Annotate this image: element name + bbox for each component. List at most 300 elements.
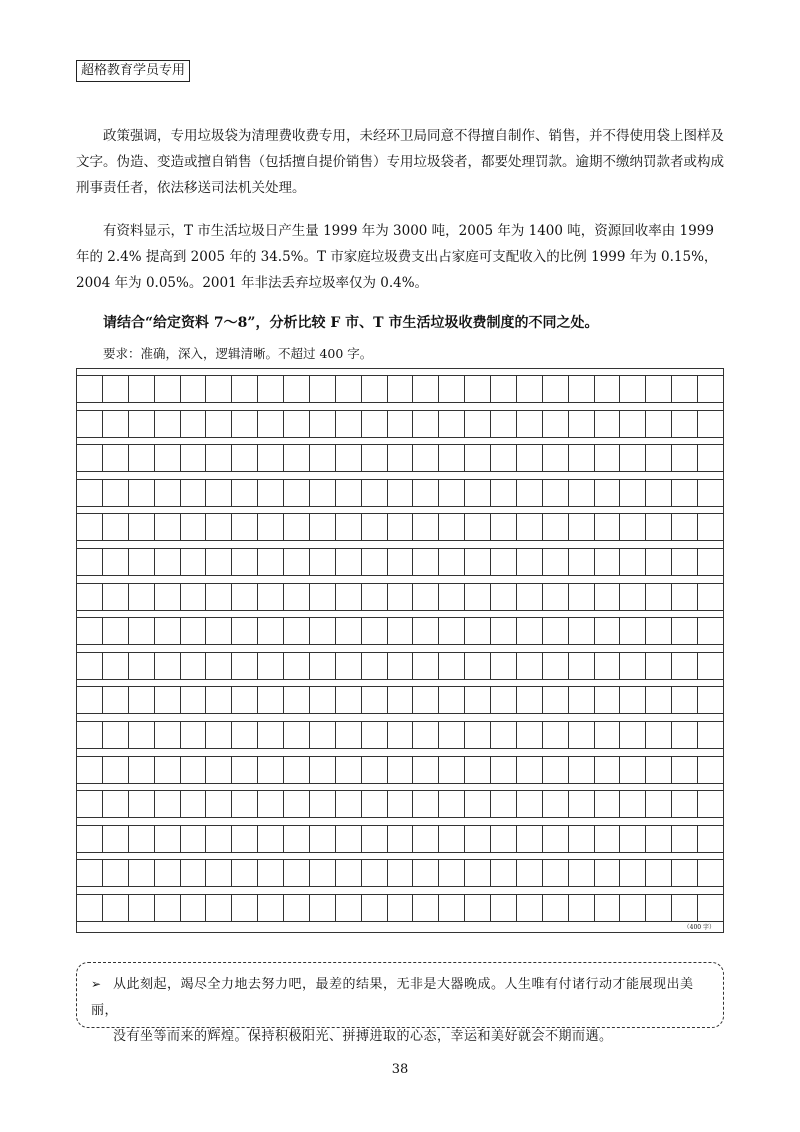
grid-cell[interactable]: [284, 895, 310, 921]
grid-cell[interactable]: [181, 549, 207, 575]
grid-cell[interactable]: [310, 860, 336, 886]
grid-cell[interactable]: [232, 826, 258, 852]
grid-cell[interactable]: [181, 618, 207, 644]
grid-cell[interactable]: [491, 584, 517, 610]
grid-cell[interactable]: [620, 791, 646, 817]
grid-cell[interactable]: [569, 584, 595, 610]
grid-cell[interactable]: [129, 895, 155, 921]
grid-cell[interactable]: [181, 480, 207, 506]
grid-cell[interactable]: [103, 826, 129, 852]
grid-cell[interactable]: [388, 826, 414, 852]
grid-cell[interactable]: [258, 376, 284, 402]
grid-cell[interactable]: [543, 860, 569, 886]
grid-cell[interactable]: [336, 757, 362, 783]
grid-cell[interactable]: [181, 687, 207, 713]
grid-cell[interactable]: [569, 826, 595, 852]
grid-cell[interactable]: [388, 653, 414, 679]
grid-cell[interactable]: [491, 480, 517, 506]
grid-cell[interactable]: [77, 791, 103, 817]
grid-cell[interactable]: [517, 549, 543, 575]
grid-cell[interactable]: [595, 549, 621, 575]
grid-cell[interactable]: [465, 826, 491, 852]
grid-cell[interactable]: [206, 376, 232, 402]
grid-cell[interactable]: [465, 757, 491, 783]
grid-cell[interactable]: [543, 514, 569, 540]
grid-cell[interactable]: [258, 687, 284, 713]
grid-cell[interactable]: [336, 584, 362, 610]
grid-cell[interactable]: [103, 445, 129, 471]
grid-cell[interactable]: [181, 757, 207, 783]
grid-cell[interactable]: [439, 791, 465, 817]
grid-cell[interactable]: [284, 687, 310, 713]
grid-cell[interactable]: [491, 411, 517, 437]
grid-cell[interactable]: [388, 860, 414, 886]
grid-cell[interactable]: [517, 584, 543, 610]
grid-cell[interactable]: [388, 757, 414, 783]
grid-cell[interactable]: [672, 826, 698, 852]
grid-cell[interactable]: [181, 445, 207, 471]
grid-cell[interactable]: [362, 826, 388, 852]
grid-cell[interactable]: [672, 376, 698, 402]
grid-cell[interactable]: [595, 376, 621, 402]
grid-cell[interactable]: [362, 687, 388, 713]
grid-cell[interactable]: [155, 653, 181, 679]
grid-cell[interactable]: [336, 480, 362, 506]
grid-cell[interactable]: [413, 411, 439, 437]
grid-cell[interactable]: [103, 860, 129, 886]
grid-cell[interactable]: [129, 791, 155, 817]
grid-cell[interactable]: [569, 860, 595, 886]
grid-cell[interactable]: [77, 618, 103, 644]
grid-cell[interactable]: [569, 653, 595, 679]
grid-cell[interactable]: [439, 757, 465, 783]
grid-cell[interactable]: [336, 618, 362, 644]
grid-cell[interactable]: [232, 653, 258, 679]
grid-cell[interactable]: [258, 618, 284, 644]
grid-cell[interactable]: [310, 584, 336, 610]
grid-cell[interactable]: [103, 687, 129, 713]
grid-cell[interactable]: [258, 514, 284, 540]
grid-cell[interactable]: [465, 376, 491, 402]
grid-cell[interactable]: [595, 826, 621, 852]
grid-cell[interactable]: [232, 584, 258, 610]
grid-cell[interactable]: [465, 618, 491, 644]
grid-cell[interactable]: [336, 791, 362, 817]
grid-cell[interactable]: [284, 757, 310, 783]
grid-cell[interactable]: [77, 757, 103, 783]
grid-cell[interactable]: [310, 653, 336, 679]
grid-cell[interactable]: [543, 376, 569, 402]
grid-cell[interactable]: [543, 411, 569, 437]
grid-cell[interactable]: [336, 722, 362, 748]
grid-cell[interactable]: [439, 480, 465, 506]
grid-cell[interactable]: [517, 445, 543, 471]
grid-cell[interactable]: [413, 722, 439, 748]
grid-cell[interactable]: [284, 584, 310, 610]
grid-cell[interactable]: [646, 895, 672, 921]
grid-cell[interactable]: [517, 514, 543, 540]
grid-cell[interactable]: [620, 722, 646, 748]
grid-cell[interactable]: [232, 757, 258, 783]
grid-cell[interactable]: [569, 549, 595, 575]
grid-cell[interactable]: [646, 618, 672, 644]
grid-cell[interactable]: [77, 549, 103, 575]
grid-cell[interactable]: [336, 549, 362, 575]
grid-cell[interactable]: [310, 618, 336, 644]
grid-cell[interactable]: [517, 618, 543, 644]
grid-cell[interactable]: [129, 653, 155, 679]
grid-cell[interactable]: [439, 584, 465, 610]
grid-cell[interactable]: [595, 584, 621, 610]
grid-cell[interactable]: [569, 757, 595, 783]
grid-cell[interactable]: [103, 895, 129, 921]
grid-cell[interactable]: [439, 826, 465, 852]
grid-cell[interactable]: [620, 687, 646, 713]
grid-cell[interactable]: [310, 687, 336, 713]
grid-cell[interactable]: [206, 826, 232, 852]
grid-cell[interactable]: [595, 653, 621, 679]
grid-cell[interactable]: [284, 411, 310, 437]
grid-cell[interactable]: [155, 376, 181, 402]
grid-cell[interactable]: [388, 376, 414, 402]
grid-cell[interactable]: [388, 480, 414, 506]
grid-cell[interactable]: [672, 653, 698, 679]
grid-cell[interactable]: [543, 687, 569, 713]
grid-cell[interactable]: [491, 376, 517, 402]
grid-cell[interactable]: [698, 376, 723, 402]
grid-cell[interactable]: [388, 549, 414, 575]
grid-cell[interactable]: [232, 722, 258, 748]
grid-cell[interactable]: [129, 757, 155, 783]
grid-cell[interactable]: [181, 791, 207, 817]
grid-cell[interactable]: [206, 687, 232, 713]
grid-cell[interactable]: [413, 791, 439, 817]
grid-cell[interactable]: [129, 687, 155, 713]
grid-cell[interactable]: [388, 584, 414, 610]
grid-cell[interactable]: [517, 895, 543, 921]
grid-cell[interactable]: [491, 549, 517, 575]
grid-cell[interactable]: [129, 618, 155, 644]
grid-cell[interactable]: [232, 445, 258, 471]
grid-cell[interactable]: [103, 549, 129, 575]
grid-cell[interactable]: [646, 445, 672, 471]
grid-cell[interactable]: [336, 411, 362, 437]
grid-cell[interactable]: [491, 757, 517, 783]
grid-cell[interactable]: [465, 895, 491, 921]
grid-cell[interactable]: [232, 376, 258, 402]
grid-cell[interactable]: [77, 722, 103, 748]
grid-cell[interactable]: [336, 445, 362, 471]
grid-cell[interactable]: [595, 860, 621, 886]
grid-cell[interactable]: [465, 860, 491, 886]
grid-cell[interactable]: [77, 480, 103, 506]
grid-cell[interactable]: [569, 895, 595, 921]
grid-cell[interactable]: [336, 514, 362, 540]
grid-cell[interactable]: [206, 411, 232, 437]
grid-cell[interactable]: [77, 584, 103, 610]
grid-cell[interactable]: [620, 549, 646, 575]
grid-cell[interactable]: [543, 480, 569, 506]
grid-cell[interactable]: [465, 549, 491, 575]
grid-cell[interactable]: [206, 722, 232, 748]
grid-cell[interactable]: [698, 480, 723, 506]
grid-cell[interactable]: [672, 860, 698, 886]
grid-cell[interactable]: [258, 722, 284, 748]
grid-cell[interactable]: [155, 895, 181, 921]
grid-cell[interactable]: [698, 895, 723, 921]
grid-cell[interactable]: [413, 618, 439, 644]
grid-cell[interactable]: [698, 549, 723, 575]
grid-cell[interactable]: [284, 860, 310, 886]
grid-cell[interactable]: [258, 895, 284, 921]
grid-cell[interactable]: [77, 445, 103, 471]
grid-cell[interactable]: [491, 722, 517, 748]
grid-cell[interactable]: [413, 376, 439, 402]
grid-cell[interactable]: [129, 860, 155, 886]
grid-cell[interactable]: [103, 514, 129, 540]
grid-cell[interactable]: [439, 445, 465, 471]
grid-cell[interactable]: [439, 653, 465, 679]
grid-cell[interactable]: [336, 860, 362, 886]
grid-cell[interactable]: [155, 480, 181, 506]
grid-cell[interactable]: [258, 860, 284, 886]
grid-cell[interactable]: [413, 445, 439, 471]
grid-cell[interactable]: [77, 826, 103, 852]
grid-cell[interactable]: [569, 722, 595, 748]
grid-cell[interactable]: [362, 791, 388, 817]
grid-cell[interactable]: [362, 653, 388, 679]
grid-cell[interactable]: [595, 895, 621, 921]
grid-cell[interactable]: [362, 411, 388, 437]
grid-cell[interactable]: [155, 860, 181, 886]
grid-cell[interactable]: [206, 757, 232, 783]
grid-cell[interactable]: [595, 757, 621, 783]
grid-cell[interactable]: [155, 826, 181, 852]
grid-cell[interactable]: [232, 514, 258, 540]
grid-cell[interactable]: [439, 411, 465, 437]
grid-cell[interactable]: [698, 826, 723, 852]
grid-cell[interactable]: [491, 653, 517, 679]
grid-cell[interactable]: [258, 445, 284, 471]
grid-cell[interactable]: [672, 411, 698, 437]
grid-cell[interactable]: [569, 618, 595, 644]
grid-cell[interactable]: [620, 826, 646, 852]
grid-cell[interactable]: [155, 618, 181, 644]
grid-cell[interactable]: [103, 411, 129, 437]
grid-cell[interactable]: [388, 445, 414, 471]
grid-cell[interactable]: [672, 757, 698, 783]
grid-cell[interactable]: [284, 826, 310, 852]
grid-cell[interactable]: [646, 653, 672, 679]
grid-cell[interactable]: [362, 860, 388, 886]
grid-cell[interactable]: [646, 411, 672, 437]
grid-cell[interactable]: [310, 895, 336, 921]
grid-cell[interactable]: [646, 584, 672, 610]
grid-cell[interactable]: [206, 549, 232, 575]
grid-cell[interactable]: [258, 584, 284, 610]
grid-cell[interactable]: [413, 687, 439, 713]
grid-cell[interactable]: [439, 860, 465, 886]
grid-cell[interactable]: [413, 826, 439, 852]
grid-cell[interactable]: [517, 757, 543, 783]
grid-cell[interactable]: [284, 653, 310, 679]
grid-cell[interactable]: [543, 791, 569, 817]
grid-cell[interactable]: [698, 618, 723, 644]
grid-cell[interactable]: [336, 895, 362, 921]
grid-cell[interactable]: [155, 687, 181, 713]
grid-cell[interactable]: [310, 480, 336, 506]
grid-cell[interactable]: [439, 549, 465, 575]
grid-cell[interactable]: [284, 791, 310, 817]
grid-cell[interactable]: [646, 860, 672, 886]
grid-cell[interactable]: [620, 618, 646, 644]
grid-cell[interactable]: [258, 653, 284, 679]
grid-cell[interactable]: [569, 687, 595, 713]
grid-cell[interactable]: [517, 791, 543, 817]
grid-cell[interactable]: [439, 376, 465, 402]
grid-cell[interactable]: [491, 791, 517, 817]
grid-cell[interactable]: [129, 826, 155, 852]
grid-cell[interactable]: [543, 826, 569, 852]
grid-cell[interactable]: [362, 445, 388, 471]
grid-cell[interactable]: [646, 826, 672, 852]
grid-cell[interactable]: [620, 480, 646, 506]
grid-cell[interactable]: [388, 687, 414, 713]
grid-cell[interactable]: [413, 584, 439, 610]
grid-cell[interactable]: [129, 514, 155, 540]
grid-cell[interactable]: [77, 895, 103, 921]
grid-cell[interactable]: [284, 445, 310, 471]
grid-cell[interactable]: [77, 860, 103, 886]
grid-cell[interactable]: [103, 618, 129, 644]
grid-cell[interactable]: [129, 584, 155, 610]
grid-cell[interactable]: [543, 722, 569, 748]
grid-cell[interactable]: [284, 480, 310, 506]
grid-cell[interactable]: [646, 480, 672, 506]
grid-cell[interactable]: [284, 618, 310, 644]
grid-cell[interactable]: [206, 480, 232, 506]
grid-cell[interactable]: [129, 411, 155, 437]
grid-cell[interactable]: [517, 722, 543, 748]
grid-cell[interactable]: [698, 860, 723, 886]
grid-cell[interactable]: [595, 722, 621, 748]
grid-cell[interactable]: [543, 653, 569, 679]
grid-cell[interactable]: [336, 826, 362, 852]
grid-cell[interactable]: [181, 860, 207, 886]
grid-cell[interactable]: [672, 722, 698, 748]
grid-cell[interactable]: [181, 411, 207, 437]
grid-cell[interactable]: [284, 514, 310, 540]
grid-cell[interactable]: [620, 411, 646, 437]
grid-cell[interactable]: [698, 687, 723, 713]
grid-cell[interactable]: [698, 584, 723, 610]
grid-cell[interactable]: [258, 549, 284, 575]
grid-cell[interactable]: [569, 445, 595, 471]
grid-cell[interactable]: [232, 687, 258, 713]
grid-cell[interactable]: [284, 549, 310, 575]
answer-grid[interactable]: [76, 368, 724, 933]
grid-cell[interactable]: [181, 826, 207, 852]
grid-cell[interactable]: [206, 791, 232, 817]
grid-cell[interactable]: [284, 722, 310, 748]
grid-cell[interactable]: [258, 757, 284, 783]
grid-cell[interactable]: [310, 826, 336, 852]
grid-cell[interactable]: [646, 687, 672, 713]
grid-cell[interactable]: [620, 376, 646, 402]
grid-cell[interactable]: [155, 411, 181, 437]
grid-cell[interactable]: [310, 376, 336, 402]
grid-cell[interactable]: [232, 895, 258, 921]
grid-cell[interactable]: [258, 411, 284, 437]
grid-cell[interactable]: [698, 445, 723, 471]
grid-cell[interactable]: [595, 791, 621, 817]
grid-cell[interactable]: [77, 687, 103, 713]
grid-cell[interactable]: [103, 791, 129, 817]
grid-cell[interactable]: [517, 480, 543, 506]
grid-cell[interactable]: [646, 514, 672, 540]
grid-cell[interactable]: [103, 653, 129, 679]
grid-cell[interactable]: [362, 584, 388, 610]
grid-cell[interactable]: [310, 514, 336, 540]
grid-cell[interactable]: [646, 791, 672, 817]
grid-cell[interactable]: [620, 584, 646, 610]
grid-cell[interactable]: [465, 480, 491, 506]
grid-cell[interactable]: [517, 687, 543, 713]
grid-cell[interactable]: [543, 549, 569, 575]
grid-cell[interactable]: [181, 722, 207, 748]
grid-cell[interactable]: [569, 514, 595, 540]
grid-cell[interactable]: [388, 411, 414, 437]
grid-cell[interactable]: [181, 376, 207, 402]
grid-cell[interactable]: [129, 376, 155, 402]
grid-cell[interactable]: [155, 549, 181, 575]
grid-cell[interactable]: [595, 445, 621, 471]
grid-cell[interactable]: [336, 376, 362, 402]
grid-cell[interactable]: [181, 653, 207, 679]
grid-cell[interactable]: [362, 722, 388, 748]
grid-cell[interactable]: [543, 584, 569, 610]
grid-cell[interactable]: [77, 376, 103, 402]
grid-cell[interactable]: [310, 722, 336, 748]
grid-cell[interactable]: [232, 791, 258, 817]
grid-cell[interactable]: [517, 653, 543, 679]
grid-cell[interactable]: [672, 687, 698, 713]
grid-cell[interactable]: [413, 860, 439, 886]
grid-cell[interactable]: [491, 445, 517, 471]
grid-cell[interactable]: [129, 722, 155, 748]
grid-cell[interactable]: [439, 895, 465, 921]
grid-cell[interactable]: [595, 618, 621, 644]
grid-cell[interactable]: [620, 757, 646, 783]
grid-cell[interactable]: [620, 514, 646, 540]
grid-cell[interactable]: [595, 480, 621, 506]
grid-cell[interactable]: [491, 514, 517, 540]
grid-cell[interactable]: [103, 757, 129, 783]
grid-cell[interactable]: [543, 618, 569, 644]
grid-cell[interactable]: [672, 584, 698, 610]
grid-cell[interactable]: [258, 791, 284, 817]
grid-cell[interactable]: [155, 791, 181, 817]
grid-cell[interactable]: [77, 653, 103, 679]
grid-cell[interactable]: [155, 445, 181, 471]
grid-cell[interactable]: [129, 480, 155, 506]
grid-cell[interactable]: [698, 514, 723, 540]
grid-cell[interactable]: [413, 895, 439, 921]
grid-cell[interactable]: [77, 411, 103, 437]
grid-cell[interactable]: [491, 687, 517, 713]
grid-cell[interactable]: [465, 687, 491, 713]
grid-cell[interactable]: [310, 549, 336, 575]
